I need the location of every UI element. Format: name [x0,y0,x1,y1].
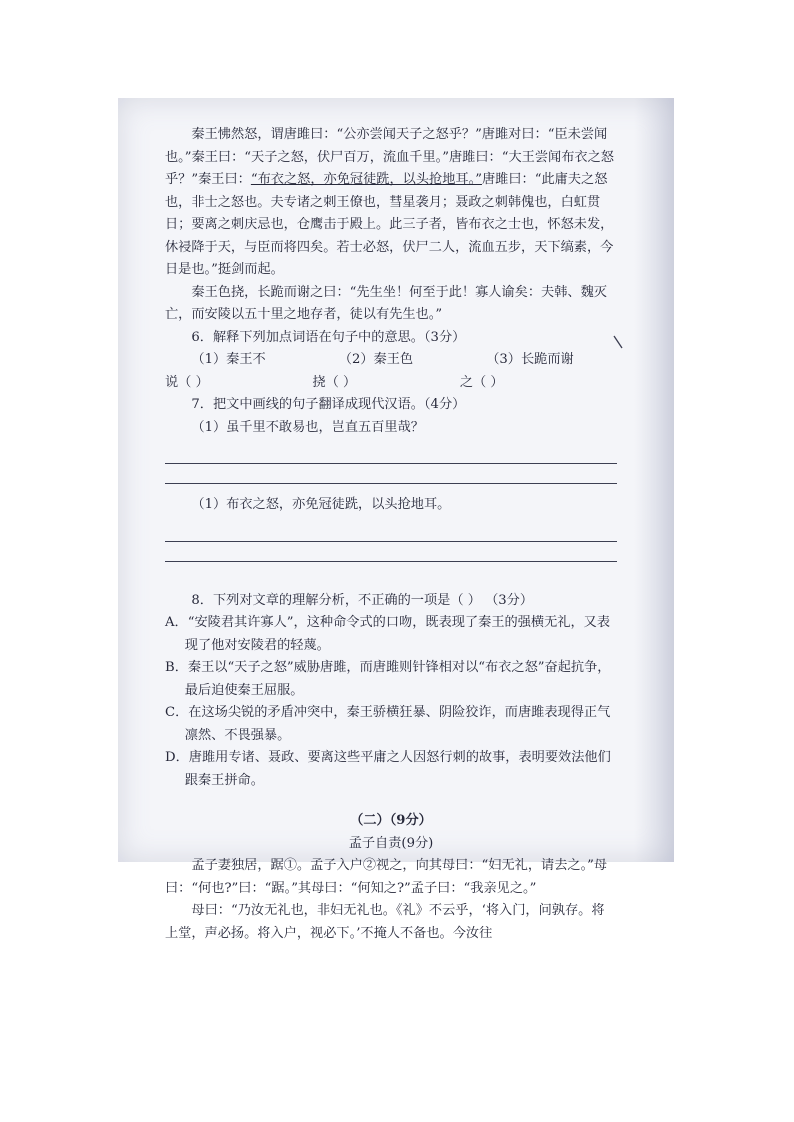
answer-line[interactable] [165,465,617,484]
question-7-prompt: 7．把文中画线的句子翻译成现代汉语。（4分） [191,397,466,412]
passage-paragraph-2: 秦王色挠，长跪而谢之曰：“先生坐！何至于此！寡人谕矣：夫韩、魏灭亡，而安陵以五十里之地存者，徒以有先生也。” [165,284,607,322]
scanned-page [118,98,674,941]
question-6-item-3: （3）长跪而谢之（ ） [459,352,574,390]
passage-text-cont: 唐雎曰：“此庸夫之怒也，非士之怒也。夫专诸之刺王僚也，彗星袭月；聂政之刺韩傀也，白虹贯日；要离之刺庆忌也，仓鹰击于殿上。此三子者，皆布衣之士也，怀怒未发，休祲降于天，与臣而将四矣。若士必怒，伏尸二人，流血五步，天下缟素，今日是也。”挺剑而起。 [165,172,614,277]
answer-line[interactable] [165,523,617,542]
answer-area-2[interactable] [165,523,617,562]
question-7-item-2: （1）布衣之怒，亦免冠徒跣，以头抢地耳。 [191,497,451,512]
question-8-option-a: A．“安陵君其许寡人”，这种命令式的口吻，既表现了秦王的强横无礼，又表现了他对安陵君的轻蔑。 [165,615,611,653]
section-2-paragraph-1: 孟子妻独居，踞①。孟子入户②视之，向其母曰：“妇无礼，请去之。”母曰：“何也?”曰：“踞。”其母曰：“何知之?”孟子曰：“我亲见之。” [165,858,608,896]
question-6-item-2: （2）秦王色挠（ ） [312,352,414,390]
answer-line[interactable] [165,543,617,562]
question-8-option-d: D．唐雎用专诸、聂政、要离这些平庸之人因怒行刺的故事，表明要效法他们跟秦王拼命。 [165,750,611,788]
question-6-item-1: （1）秦王不说（ ） [165,352,266,390]
question-7-item-1: （1）虽千里不敢易也，岂直五百里哉？ [191,419,424,435]
answer-line[interactable] [165,445,617,464]
section-2-heading: （二）（9分） [350,813,432,828]
question-8-option-b: B．秦王以“天子之怒”威胁唐雎，而唐雎则针锋相对以“布衣之怒”奋起抗争，最后迫使秦王屈服。 [165,660,611,698]
passage-paragraph-1 [165,124,617,282]
question-8-option-c: C．在这场尖锐的矛盾冲突中，秦王骄横狂暴、阴险狡诈，而唐雎表现得正气凛然、不畏强暴。 [165,705,611,743]
answer-area-1[interactable] [165,445,617,484]
question-6-prompt: 6．解释下列加点词语在句子中的意思。（3分） [191,329,466,345]
document-body [165,124,617,945]
section-2-paragraph-2: 母曰：“乃汝无礼也，非妇无礼也。《礼》不云乎，‘将入门，问孰存。将上堂，声必扬。将入户，视必下。’不掩人不备也。今汝往 [165,903,605,941]
question-8-prompt: 8．下列对文章的理解分析，不正确的一项是（ ） （3分） [191,592,534,608]
passage-text: 秦王怫然怒，谓唐雎曰：“公亦尝闻天子之怒乎？”唐雎对曰：“臣未尝闻也。”秦王曰：“天子之怒，伏尸百万，流血千里。”唐雎曰：“大王尝闻布衣之怒乎？”秦王曰： [165,127,614,187]
question-6-items [165,349,617,394]
underlined-sentence: “布衣之怒，亦免冠徒跣，以头抢地耳。” [250,172,482,187]
section-2-title: 孟子自责(9分) [348,835,434,851]
pen-stroke-mark [612,335,624,349]
